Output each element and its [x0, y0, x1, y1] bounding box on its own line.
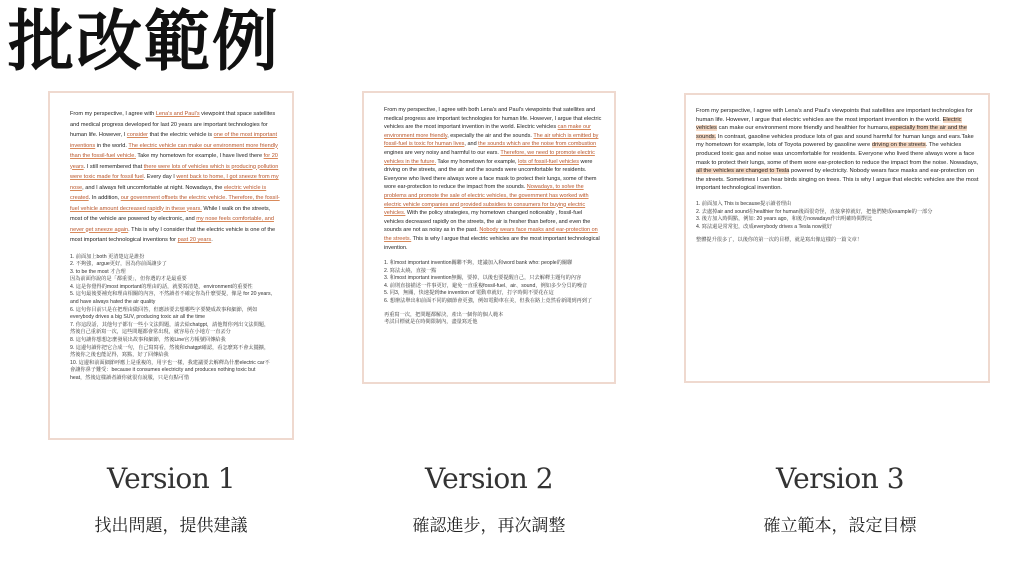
feedback-note-line: 4. 寫法還是常常犯，改成everybody drives a Tesla now就好: [696, 223, 832, 230]
text-segment: , and: [464, 141, 479, 148]
essay-document-version-2: [362, 91, 616, 384]
feedback-note-line: 6. 想辦法舉出和前面不同的細節會更強，例如電動車在美，但我在路上竟然看新聞到再到了: [384, 298, 593, 305]
text-segment: With the policy strategies, my hometown changed noticeably , fossil-fuel vehicles decreased rapidly on the streets, the air is fresher than before, and even the sounds are not as noisy as in the past.: [384, 210, 591, 234]
text-segment: were driving on the streets, and the air and the sounds were uncomfortable for residents. Everyone who lived there always wore a face mask to protect their lungs, some of them wore ear-protection to reduce the impact from the sounds.: [384, 158, 597, 191]
feedback-note-line: 9. 這邊句讀你把它合成一句，自己寫寫看，然後和chatgpt確認，看怎麼寫不會太攏擴，: [70, 344, 270, 351]
marked-text-segment: our government offsets the electric vehicle. Therefore, the fossil-fuel vehicle amount decreased rapidly in these years.: [70, 195, 280, 212]
marked-text-segment: especially from the air and the sounds.: [696, 125, 968, 140]
text-segment: From my perspective, I agree with both Lena's and Paul's viewpoints that satellites and medical progress are important technologies for human life. However, I argue that electric vehicles are the most important invention in the world. Electric vehicles: [384, 107, 602, 131]
feedback-note-line: 3. to be the most 才合理: [70, 268, 126, 275]
feedback-note-line: 因為前面你說的是「都重要」，但你選的才是最重要: [70, 276, 187, 283]
text-segment: . I still remembered that: [83, 163, 144, 170]
text-segment: This is why I argue that electric vehicles are the most important technological invention.: [384, 235, 600, 251]
text-segment: While I walk on the streets, most of the vehicle are powered by electronic, and: [70, 205, 271, 222]
feedback-note-line: 3. 後方加入時間點，例如: 20 years ago，和後方nowadays作出明確時間對比: [696, 216, 873, 223]
feedback-note-line: 8. 這句讓你想想怎麼發展出故事和細節，然後Line官方帳號回傳給我: [70, 337, 226, 344]
marked-text-segment: Therefore, we need to promote electric vehicles in the future.: [384, 149, 595, 165]
marked-text-segment: for 20 years: [70, 153, 278, 170]
marked-text-segment: my nose feels comfortable, and never get sneeze again: [70, 216, 274, 233]
text-segment: . This is why I consider that the electric vehicle is one of the most important technological inventions for: [70, 226, 276, 243]
feedback-notes: [696, 201, 980, 231]
feedback-note-line: 1. 和most important invention關聯不夠，建議加入和word bank who: people的關聯: [384, 260, 573, 267]
marked-text-segment: past 20 years: [177, 237, 212, 243]
feedback-note-line: 然後你之後也能記得，寫點，好了回傳給我: [70, 352, 169, 359]
text-segment: In contrast, gasoline vehicles produce lots of gas and sound harmful for human lungs and ears.Take my hometown for example, lots of Toyota powered by gasoline were: [696, 133, 974, 149]
feedback-note-line: 3. 和most important invention無關，要掉，以後也要提醒自己，只去解釋主題句的內容: [384, 275, 582, 282]
marked-text-segment: electric vehicle is created: [70, 184, 267, 201]
text-segment: , especially the air and the sounds.: [447, 132, 534, 139]
feedback-note-line: 10. 這邊和前面細節呼應上是重複的，用字也一樣，我建議要去解釋為什麼electric car不: [70, 359, 270, 366]
marked-text-segment: Lena's and Paul's: [155, 111, 200, 117]
essay-text: [384, 106, 602, 252]
feedback-note-line: 2. 去處掉air and sound在healthier for human後面很奇怪，直接拿掉就好，把他們變成example的一部分: [696, 208, 933, 215]
feedback-note-line: and have always hated the air quality: [70, 299, 156, 306]
version-3-caption: Version 3: [775, 462, 905, 495]
essay-text: [70, 109, 282, 246]
version-2-caption: Version 2: [424, 462, 554, 495]
text-segment: . The vehicles produced toxic gas and noise was uncomfortable for residents. Everyone who lived there always wore a face mask to protect their lungs, some of them wore ear-protection to reduce the impact from the noise. Nowadays,: [696, 142, 979, 166]
feedback-notes: [70, 254, 282, 383]
text-segment: From my perspective, I agree with: [70, 111, 156, 117]
feedback-note-line: 4. 前則直接描述一件事更好，避免一直重複fossil-fuel、air、sound，例如多少分貝的噪音: [384, 282, 588, 289]
text-segment: Take my hometown for example,: [435, 158, 519, 165]
feedback-note-line: 5. 同3，無關，快速提到the invention of 電動車就好，打字時間不要花在這: [384, 290, 554, 297]
feedback-note-line: 4. 這是你覺得的most important的理由的話，就要寫清楚，environment的重要性: [70, 283, 253, 290]
marked-text-segment: all the vehicles are changed to Tesla: [696, 168, 790, 175]
text-segment: in the world.: [95, 142, 129, 149]
text-segment: From my perspective, I agree with Lena's and Paul's viewpoints that satellites are important technologies for human life. However, I argue that electric vehicles are the most important invention in the world.: [696, 108, 973, 123]
feedback-note-line: 5. 這句最後要補充和理由相關的內容，不然讀者不確定你為什麼要提，像是 for 20 years,: [70, 291, 273, 298]
feedback-summary-line: 再重寫一次，把問題都解決，產出一個你的個人範本: [384, 311, 504, 318]
text-segment: that the electric vehicle is: [148, 132, 214, 138]
text-segment: .: [211, 237, 213, 243]
feedback-note-line: 2. 寫法太繞，直接一點: [384, 267, 437, 274]
version-1-subtitle: 找出問題，提供建議: [94, 516, 248, 536]
version-3-subtitle: 確立範本，設定目標: [763, 516, 917, 536]
text-segment: , and I always felt uncomfortable at night. Nowadays, the: [82, 184, 224, 191]
marked-text-segment: lots of fossil-fuel vehicles: [518, 158, 579, 165]
feedback-note-line: heat，然後這樣讀者讀你就很有說服，只是有點可惜: [70, 375, 190, 381]
feedback-note-line: 會讓你鼻子難受：because it consumes electricity and produces nothing toxic but: [70, 367, 256, 374]
feedback-note-line: 然後自己重新寫一次，這些問題都會常出現，就容易在小地方一直丟分: [70, 329, 231, 336]
essay-document-version-1: [48, 91, 294, 440]
essay-document-version-3: [684, 93, 990, 383]
feedback-note-line: 6. 這句你目前只是在把理由做回答，但應該要去想哪些字要變成故事和細節，例如: [70, 306, 258, 313]
feedback-note-line: everybody drives a big SUV, producing toxic air all the time: [70, 314, 206, 321]
text-segment: can make our environment more friendly and healthier for humans,: [716, 125, 890, 132]
marked-text-segment: one of the most important inventions: [70, 132, 278, 149]
text-segment: . In addition,: [88, 195, 121, 201]
text-segment: viewpoint that space satellites and medical progress developed for last 20 years are important technologies for human life. However, I: [70, 111, 276, 138]
version-2-subtitle: 確認進步，再次調整: [412, 516, 566, 536]
text-segment: Take my hometown for example, I have lived there: [135, 153, 264, 159]
feedback-summary-line: 整體提升很多了，以後你的第一次的目標，就是寫出像這樣的一篇文章！: [696, 237, 863, 244]
feedback-summary: [696, 237, 980, 245]
feedback-note-line: 1. 前面加上both 更清楚這是誰扮: [70, 253, 145, 260]
marked-text-segment: the sounds which are the noise from combustion: [478, 141, 597, 148]
marked-text-segment: Nobody wears face masks and ear-protection on the streets.: [384, 227, 598, 242]
marked-text-segment: can make our environment more friendly: [384, 124, 591, 139]
text-segment: engines are very noisy and harmful to our ears.: [384, 149, 501, 156]
marked-text-segment: consider: [126, 132, 149, 138]
essay-text: [696, 107, 980, 193]
feedback-note-line: 1. 前面加入 This is because提示讀者理由: [696, 200, 792, 207]
feedback-summary: [384, 312, 602, 327]
marked-text-segment: The air which is emitted by fossil-fuel is toxic for human lives: [384, 132, 599, 148]
marked-text-segment: driving on the streets: [871, 142, 926, 149]
version-1-caption: Version 1: [106, 462, 236, 495]
feedback-note-line: 7. 你這段話，其他句子都有一些小文法問題，請去給chatgpt，請他幫你列出文法問題，: [70, 321, 270, 328]
marked-text-segment: The electric vehicle can make our environment more friendly than the fossil-fuel vehicle.: [70, 142, 278, 159]
marked-text-segment: there were lots of vehicles which is producing pollution were toxic made for fossil fuel: [70, 163, 279, 180]
text-segment: . Every day I: [143, 174, 177, 180]
feedback-summary-line: 考試目標就是在時間限制內，盡量寫近他: [384, 319, 478, 326]
text-segment: powered by electricity. Nobody wears face masks and ear-protection on the streets. Sometimes I can hear birds singing on trees. This is why I argue that electric vehicles are the most important technological invention.: [696, 168, 979, 192]
page-title: 批改範例: [8, 3, 280, 80]
feedback-notes: [384, 260, 602, 306]
feedback-note-line: 2. 不夠強，argue更好，因為你前面讓步了: [70, 261, 167, 268]
marked-text-segment: went back to home, I got sneeze from my nose: [70, 174, 279, 191]
marked-text-segment: Electric vehicles: [696, 116, 962, 132]
marked-text-segment: Nowadays, to solve the problems and promote the sale of electric vehicles, the government has worked with electric vehicle companies and provided subsidies to consumers for buying electric vehicles.: [384, 184, 589, 217]
